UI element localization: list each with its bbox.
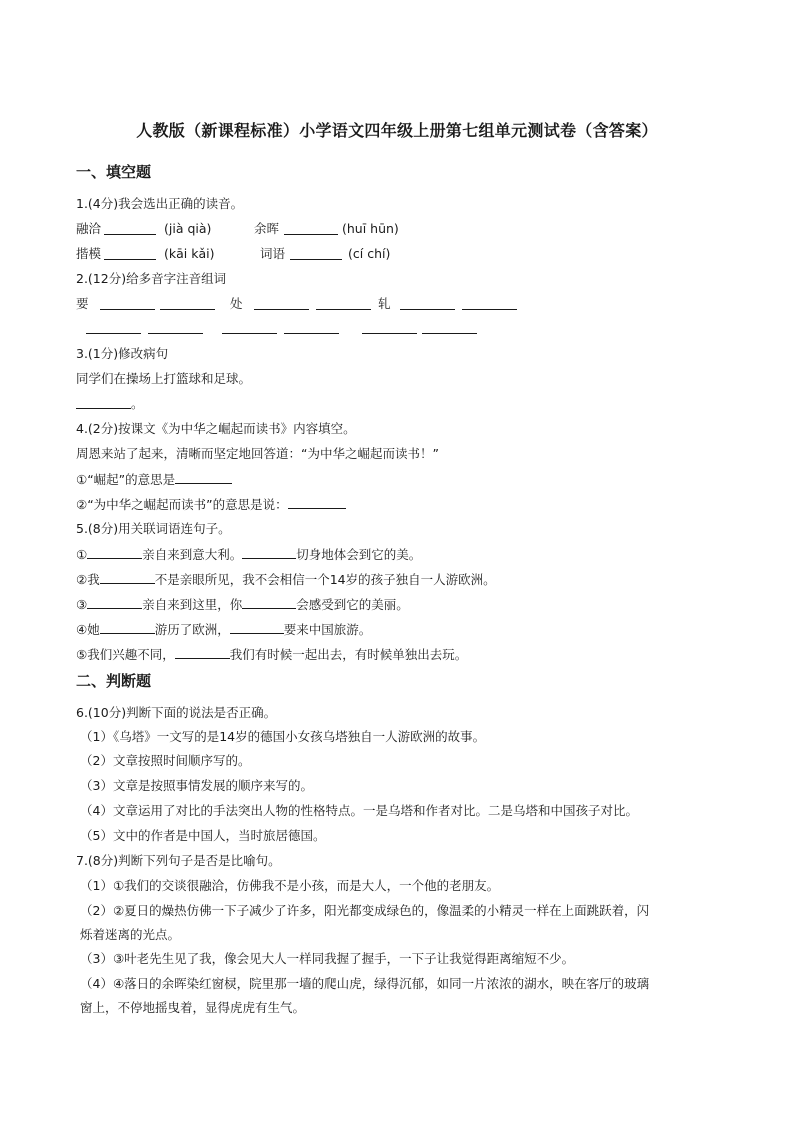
- q3-sentence: 同学们在操场上打篮球和足球。: [76, 371, 252, 386]
- q7-item-continued: 烁着迷离的光点。: [80, 927, 181, 942]
- answer-blank[interactable]: [242, 546, 296, 559]
- q5-text: 会感受到它的美丽。: [296, 597, 409, 612]
- q5-sentence-2: [76, 571, 496, 588]
- q5-text: ②我: [76, 572, 100, 587]
- answer-blank[interactable]: [284, 333, 339, 334]
- answer-blank[interactable]: [86, 333, 141, 334]
- q5-text: ④她: [76, 622, 100, 637]
- answer-blank[interactable]: [175, 471, 232, 484]
- q4-part-1: [76, 471, 232, 488]
- q7-item: （2）②夏日的燥热仿佛一下子减少了许多，阳光都变成绿色的，像温柔的小精灵一样在上面跳跃着，闪: [80, 903, 650, 918]
- answer-blank[interactable]: [87, 596, 142, 609]
- q1-pinyin: (jià qià): [164, 221, 212, 236]
- q4-part-2-text: ②“为中华之崛起而读书”的意思是说：: [76, 497, 288, 512]
- q1-pinyin: (huī hūn): [342, 221, 399, 236]
- answer-blank[interactable]: [100, 571, 155, 584]
- q5-text: 要来中国旅游。: [283, 622, 372, 637]
- answer-blank[interactable]: [316, 309, 371, 310]
- q5-text: 切身地体会到它的美。: [296, 547, 422, 562]
- q5-text: 我们有时候一起出去，有时候单独出去玩。: [229, 647, 468, 662]
- q7-item: （4）④落日的余晖染红窗棂，院里那一墙的爬山虎，绿得沉郁，如同一片浓浓的湖水，映在客厅的玻璃: [80, 976, 650, 991]
- q5-text: 亲自来到意大利。: [142, 547, 243, 562]
- q1-word: 融洽: [76, 221, 102, 236]
- answer-blank[interactable]: [254, 309, 309, 310]
- q5-sentence-4: [76, 621, 371, 638]
- answer-blank[interactable]: [100, 621, 155, 634]
- question-5-header: 5.(8分)用关联词语连句子。: [76, 521, 231, 536]
- q5-text: ①: [76, 547, 88, 562]
- answer-blank[interactable]: [288, 496, 346, 509]
- q5-text: ③: [76, 597, 88, 612]
- answer-blank[interactable]: [76, 408, 131, 409]
- q4-part-1-text: ①“崛起”的意思是: [76, 472, 176, 487]
- q5-text: 亲自来到这里，你: [142, 597, 243, 612]
- answer-blank[interactable]: [222, 333, 277, 334]
- q6-item: （1）《乌塔》一文写的是14岁的德国小女孩乌塔独自一人游欧洲的故事。: [80, 729, 486, 744]
- question-3-header: 3.(1分)修改病句: [76, 346, 169, 361]
- question-2-header: 2.(12分)给多音字注音组词: [76, 271, 227, 286]
- question-7-header: 7.(8分)判断下列句子是否是比喻句。: [76, 853, 281, 868]
- q5-sentence-3: [76, 596, 409, 613]
- q5-text: 不是亲眼所见，我不会相信一个14岁的孩子独自一人游欧洲。: [154, 572, 496, 587]
- q6-item: （2）文章按照时间顺序写的。: [80, 753, 251, 768]
- section-heading-fill: 一、填空题: [76, 163, 152, 181]
- q4-intro: 周恩来站了起来，清晰而坚定地回答道：“为中华之崛起而读书！”: [76, 446, 439, 461]
- q5-sentence-1: [76, 546, 421, 563]
- q2-char: 轧: [378, 296, 391, 311]
- answer-blank[interactable]: [462, 309, 517, 310]
- answer-blank[interactable]: [422, 333, 477, 334]
- answer-blank[interactable]: [290, 259, 342, 260]
- q6-item: （3）文章是按照事情发展的顺序来写的。: [80, 778, 313, 793]
- q2-char: 要: [76, 296, 89, 311]
- q4-part-2: [76, 496, 346, 513]
- answer-blank[interactable]: [148, 333, 203, 334]
- q1-pinyin: (cí chí): [348, 246, 391, 261]
- q3-end-punct: 。: [131, 396, 144, 411]
- answer-blank[interactable]: [242, 596, 296, 609]
- q7-item-continued: 窗上，不停地摇曳着，显得虎虎有生气。: [80, 1000, 306, 1015]
- answer-blank[interactable]: [400, 309, 455, 310]
- q7-item: （3）③叶老先生见了我，像会见大人一样同我握了握手，一下子让我觉得距离缩短不少。: [80, 951, 575, 966]
- q5-sentence-5: [76, 646, 467, 663]
- question-1-header: 1.(4分)我会选出正确的读音。: [76, 196, 244, 211]
- q5-text: ⑤我们兴趣不同，: [76, 647, 175, 662]
- q6-item: （5）文中的作者是中国人，当时旅居德国。: [80, 828, 326, 843]
- question-6-header: 6.(10分)判断下面的说法是否正确。: [76, 705, 277, 720]
- q1-word: 余晖: [254, 221, 280, 236]
- section-heading-judge: 二、判断题: [76, 672, 152, 690]
- q6-item: （4）文章运用了对比的手法突出人物的性格特点。一是乌塔和作者对比。二是乌塔和中国孩子对比。: [80, 803, 638, 818]
- answer-blank[interactable]: [175, 646, 230, 659]
- page-title: 人教版（新课程标准）小学语文四年级上册第七组单元测试卷（含答案）: [136, 121, 658, 140]
- answer-blank[interactable]: [230, 621, 284, 634]
- q7-item: （1）①我们的交谈很融洽，仿佛我不是小孩，而是大人，一个他的老朋友。: [80, 878, 500, 893]
- answer-blank[interactable]: [104, 234, 156, 235]
- answer-blank[interactable]: [104, 259, 156, 260]
- q1-pinyin: (kāi kǎi): [164, 246, 215, 261]
- answer-blank[interactable]: [100, 309, 155, 310]
- answer-blank[interactable]: [160, 309, 215, 310]
- q1-word: 词语: [260, 246, 286, 261]
- q2-char: 处: [230, 296, 243, 311]
- q5-text: 游历了欧洲，: [154, 622, 230, 637]
- answer-blank[interactable]: [362, 333, 417, 334]
- q1-word: 揩模: [76, 246, 102, 261]
- answer-blank[interactable]: [87, 546, 142, 559]
- answer-blank[interactable]: [284, 234, 338, 235]
- question-4-header: 4.(2分)按课文《为中华之崛起而读书》内容填空。: [76, 421, 356, 436]
